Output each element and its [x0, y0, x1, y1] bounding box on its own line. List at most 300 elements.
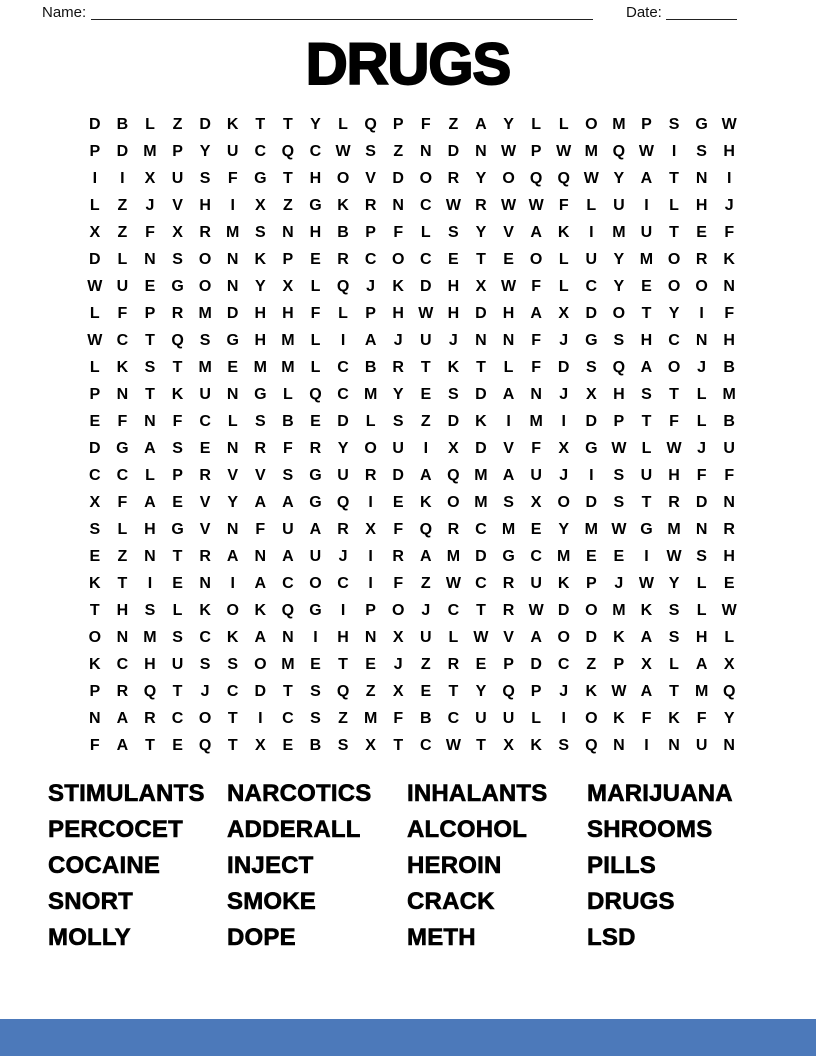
- grid-letter: Z: [338, 709, 348, 727]
- grid-letter: A: [640, 628, 653, 646]
- grid-letter: C: [337, 385, 349, 403]
- grid-letter: W: [528, 196, 544, 214]
- grid-letter: H: [309, 169, 322, 187]
- grid-letter: F: [393, 223, 404, 241]
- grid-letter: L: [696, 412, 707, 430]
- grid-letter: N: [116, 385, 129, 403]
- grid-letter: E: [310, 412, 321, 430]
- word-list-column: [48, 776, 227, 956]
- grid-letter: E: [282, 736, 294, 754]
- grid-letter: R: [144, 709, 156, 727]
- grid-letter: Q: [336, 493, 350, 511]
- grid-letter: D: [530, 655, 542, 673]
- grid-letter: Z: [420, 412, 431, 430]
- grid-letter: O: [557, 493, 570, 511]
- grid-letter: H: [723, 331, 735, 349]
- grid-letter: U: [475, 709, 487, 727]
- grid-letter: X: [641, 655, 652, 673]
- grid-letter: F: [393, 520, 404, 538]
- grid-letter: I: [230, 196, 235, 214]
- grid-letter: K: [613, 628, 625, 646]
- grid-letter: H: [723, 142, 735, 160]
- grid-letter: O: [502, 169, 515, 187]
- grid-letter: D: [89, 439, 101, 457]
- grid-letter: G: [502, 547, 515, 565]
- grid-letter: C: [420, 736, 432, 754]
- grid-letter: G: [171, 520, 184, 538]
- grid-letter: Q: [309, 385, 322, 403]
- grid-letter: T: [172, 682, 183, 700]
- grid-letter: Y: [392, 385, 404, 403]
- grid-letter: K: [613, 709, 625, 727]
- grid-letter: N: [116, 628, 129, 646]
- grid-letter: H: [144, 655, 156, 673]
- grid-letter: L: [338, 115, 348, 133]
- grid-letter: U: [171, 655, 184, 673]
- grid-letter: N: [723, 736, 735, 754]
- grid-letter: I: [644, 196, 649, 214]
- grid-letter: F: [531, 331, 541, 349]
- grid-letter: E: [365, 655, 376, 673]
- grid-letter: C: [668, 331, 680, 349]
- grid-letter: M: [198, 304, 212, 322]
- grid-letter: L: [338, 304, 348, 322]
- grid-letter: K: [337, 196, 349, 214]
- grid-letter: H: [254, 331, 267, 349]
- grid-letter: V: [365, 169, 376, 187]
- grid-letter: W: [721, 601, 737, 619]
- grid-letter: S: [254, 412, 266, 430]
- grid-letter: O: [336, 169, 350, 187]
- grid-letter: U: [613, 196, 625, 214]
- grid-letter: W: [445, 736, 461, 754]
- grid-letter: G: [309, 601, 322, 619]
- grid-letter: Q: [529, 169, 543, 187]
- grid-letter: D: [585, 628, 598, 646]
- word-list-item: PILLS: [587, 852, 657, 879]
- word-list-item: MARIJUANA: [587, 780, 733, 807]
- grid-letter: W: [721, 115, 737, 133]
- grid-letter: B: [364, 358, 377, 376]
- grid-letter: L: [669, 655, 679, 673]
- grid-letter: U: [695, 736, 708, 754]
- grid-letter: C: [585, 277, 598, 295]
- grid-letter: P: [365, 601, 376, 619]
- grid-letter: F: [724, 304, 735, 322]
- grid-letter: Z: [282, 196, 293, 214]
- grid-letter: N: [144, 250, 156, 268]
- grid-letter: S: [337, 736, 349, 754]
- grid-letter: S: [172, 250, 183, 268]
- grid-letter: R: [447, 655, 460, 673]
- grid-letter: C: [116, 655, 129, 673]
- grid-letter: U: [530, 466, 542, 484]
- word-list-item: METH: [407, 924, 476, 951]
- word-list-item: STIMULANTS: [48, 780, 205, 807]
- grid-letter: X: [503, 736, 514, 754]
- grid-letter: S: [613, 331, 625, 349]
- grid-letter: L: [145, 115, 155, 133]
- grid-letter: I: [120, 169, 125, 187]
- grid-letter: X: [172, 223, 183, 241]
- grid-letter: W: [556, 142, 572, 160]
- grid-letter: E: [696, 223, 707, 241]
- grid-letter: P: [144, 304, 156, 322]
- grid-letter: R: [392, 358, 404, 376]
- grid-letter: F: [696, 709, 707, 727]
- grid-letter: H: [309, 223, 322, 241]
- grid-letter: D: [475, 439, 487, 457]
- grid-letter: E: [89, 412, 101, 430]
- grid-letter: V: [172, 196, 183, 214]
- grid-letter: I: [644, 736, 649, 754]
- word-list-column: [227, 776, 407, 956]
- grid-letter: S: [227, 655, 239, 673]
- grid-letter: P: [89, 682, 101, 700]
- grid-letter: T: [476, 250, 486, 268]
- grid-letter: E: [172, 574, 183, 592]
- grid-letter: H: [695, 196, 708, 214]
- grid-letter: B: [337, 223, 349, 241]
- grid-letter: W: [473, 628, 489, 646]
- grid-letter: I: [340, 601, 346, 619]
- name-blank-line: [91, 2, 593, 20]
- grid-letter: M: [474, 466, 488, 484]
- grid-letter: I: [368, 493, 373, 511]
- grid-letter: E: [144, 277, 156, 295]
- grid-letter: M: [584, 142, 598, 160]
- grid-letter: M: [281, 655, 295, 673]
- grid-letter: K: [254, 601, 267, 619]
- grid-letter: K: [226, 115, 239, 133]
- grid-letter: G: [254, 169, 267, 187]
- grid-letter: L: [724, 628, 735, 646]
- grid-letter: U: [171, 169, 184, 187]
- grid-letter: D: [392, 169, 404, 187]
- grid-letter: S: [199, 331, 211, 349]
- grid-letter: F: [531, 277, 541, 295]
- grid-letter: T: [145, 736, 155, 754]
- grid-letter: N: [226, 385, 239, 403]
- grid-letter: L: [641, 439, 652, 457]
- grid-letter: D: [585, 493, 598, 511]
- grid-letter: T: [476, 358, 486, 376]
- grid-letter: Z: [365, 682, 376, 700]
- grid-letter: D: [447, 142, 460, 160]
- grid-letter: C: [226, 682, 239, 700]
- grid-letter: G: [309, 196, 322, 214]
- grid-letter: I: [92, 169, 98, 187]
- grid-letter: P: [392, 115, 404, 133]
- grid-letter: E: [530, 520, 542, 538]
- grid-letter: T: [117, 574, 128, 592]
- grid-letter: U: [116, 277, 129, 295]
- word-list-item: ADDERALL: [227, 816, 361, 843]
- grid-letter: J: [338, 547, 348, 565]
- grid-letter: I: [506, 412, 511, 430]
- grid-letter: P: [530, 142, 542, 160]
- grid-letter: E: [172, 493, 183, 511]
- grid-letter: D: [475, 385, 487, 403]
- grid-letter: X: [475, 277, 487, 295]
- grid-letter: B: [420, 709, 432, 727]
- grid-letter: R: [668, 493, 680, 511]
- grid-letter: G: [171, 277, 184, 295]
- grid-letter: U: [392, 439, 404, 457]
- grid-letter: N: [226, 277, 239, 295]
- grid-letter: Q: [171, 331, 184, 349]
- grid-letter: F: [696, 466, 707, 484]
- grid-letter: D: [199, 115, 211, 133]
- grid-letter: P: [172, 466, 183, 484]
- grid-letter: Y: [227, 493, 239, 511]
- grid-letter: L: [558, 115, 569, 133]
- grid-letter: M: [281, 331, 295, 349]
- grid-letter: O: [391, 601, 405, 619]
- grid-letter: X: [723, 655, 735, 673]
- grid-letter: M: [226, 223, 240, 241]
- grid-letter: T: [145, 385, 155, 403]
- grid-letter: K: [557, 574, 570, 592]
- grid-letter: W: [638, 574, 654, 592]
- grid-letter: W: [666, 439, 682, 457]
- grid-letter: M: [722, 385, 736, 403]
- grid-letter: S: [558, 736, 570, 754]
- grid-letter: H: [668, 466, 680, 484]
- grid-letter: H: [723, 547, 735, 565]
- grid-letter: N: [695, 331, 708, 349]
- grid-letter: K: [199, 601, 211, 619]
- grid-letter: F: [393, 574, 404, 592]
- grid-letter: A: [640, 682, 653, 700]
- grid-letter: D: [254, 682, 267, 700]
- grid-letter: F: [117, 412, 128, 430]
- grid-letter: Z: [420, 574, 431, 592]
- grid-letter: J: [559, 682, 569, 700]
- grid-letter: D: [585, 412, 598, 430]
- grid-letter: E: [475, 655, 487, 673]
- grid-letter: O: [695, 277, 708, 295]
- grid-letter: T: [641, 493, 652, 511]
- grid-letter: Y: [613, 277, 625, 295]
- grid-letter: C: [420, 196, 432, 214]
- grid-letter: R: [199, 223, 211, 241]
- grid-letter: Q: [336, 682, 350, 700]
- grid-letter: J: [145, 196, 155, 214]
- grid-letter: O: [391, 250, 405, 268]
- grid-letter: B: [309, 736, 322, 754]
- grid-letter: N: [502, 331, 515, 349]
- grid-letter: T: [641, 412, 652, 430]
- grid-letter: Z: [117, 196, 128, 214]
- grid-letter: R: [199, 466, 211, 484]
- grid-letter: L: [503, 358, 514, 376]
- grid-letter: F: [255, 520, 266, 538]
- grid-letter: D: [475, 547, 487, 565]
- grid-letter: W: [500, 142, 517, 160]
- grid-letter: N: [668, 736, 680, 754]
- grid-letter: S: [613, 493, 625, 511]
- grid-letter: T: [227, 709, 238, 727]
- grid-letter: F: [117, 493, 128, 511]
- grid-letter: E: [310, 250, 321, 268]
- puzzle-title: DRUGS: [305, 32, 511, 97]
- grid-letter: D: [89, 250, 101, 268]
- date-label: Date:: [626, 4, 662, 21]
- grid-letter: K: [530, 736, 542, 754]
- grid-letter: C: [337, 358, 349, 376]
- grid-letter: G: [695, 115, 708, 133]
- grid-letter: R: [337, 520, 349, 538]
- grid-letter: T: [255, 115, 266, 133]
- grid-letter: Y: [668, 574, 680, 592]
- grid-letter: B: [723, 412, 735, 430]
- grid-letter: R: [447, 169, 460, 187]
- grid-letter: S: [641, 385, 652, 403]
- grid-letter: N: [364, 628, 377, 646]
- grid-letter: O: [198, 277, 212, 295]
- grid-letter: L: [310, 331, 321, 349]
- grid-letter: E: [613, 547, 625, 565]
- grid-letter: N: [144, 412, 156, 430]
- grid-letter: X: [585, 385, 597, 403]
- grid-letter: T: [448, 682, 459, 700]
- grid-letter: F: [724, 466, 735, 484]
- grid-letter: K: [226, 628, 239, 646]
- grid-letter: C: [364, 250, 377, 268]
- grid-letter: C: [116, 466, 129, 484]
- grid-letter: P: [282, 250, 294, 268]
- grid-letter: F: [724, 223, 735, 241]
- word-list-item: MOLLY: [48, 924, 131, 951]
- grid-letter: K: [171, 385, 184, 403]
- grid-letter: T: [282, 169, 293, 187]
- word-list-item: NARCOTICS: [227, 780, 372, 807]
- grid-letter: J: [366, 277, 376, 295]
- grid-letter: U: [640, 223, 653, 241]
- grid-letter: Z: [393, 142, 404, 160]
- grid-letter: R: [364, 196, 377, 214]
- grid-letter: C: [282, 709, 294, 727]
- grid-letter: W: [583, 169, 599, 187]
- grid-letter: F: [282, 439, 293, 457]
- grid-letter: U: [640, 466, 653, 484]
- grid-letter: L: [696, 574, 707, 592]
- grid-letter: U: [226, 142, 239, 160]
- grid-letter: M: [363, 709, 378, 727]
- grid-letter: X: [144, 169, 156, 187]
- grid-letter: N: [475, 331, 487, 349]
- grid-letter: S: [310, 682, 321, 700]
- grid-letter: A: [530, 304, 542, 322]
- name-label: Name:: [42, 4, 87, 21]
- grid-letter: U: [282, 520, 294, 538]
- grid-letter: P: [613, 655, 625, 673]
- grid-letter: Q: [281, 142, 295, 160]
- grid-letter: T: [145, 331, 155, 349]
- grid-letter: A: [475, 115, 487, 133]
- grid-letter: A: [144, 439, 156, 457]
- grid-letter: L: [696, 601, 707, 619]
- grid-letter: Q: [612, 358, 626, 376]
- grid-letter: E: [420, 682, 432, 700]
- grid-letter: C: [282, 574, 294, 592]
- grid-letter: F: [669, 412, 679, 430]
- grid-letter: N: [530, 385, 542, 403]
- grid-letter: F: [531, 358, 541, 376]
- grid-letter: F: [558, 196, 569, 214]
- grid-letter: U: [530, 574, 542, 592]
- grid-letter: M: [198, 358, 212, 376]
- grid-letter: M: [474, 493, 488, 511]
- grid-letter: I: [423, 439, 429, 457]
- word-list-item: HEROIN: [407, 852, 502, 879]
- grid-letter: F: [641, 709, 652, 727]
- grid-letter: N: [392, 196, 404, 214]
- grid-letter: M: [612, 223, 626, 241]
- grid-letter: O: [557, 628, 570, 646]
- grid-letter: P: [172, 142, 183, 160]
- grid-letter: A: [502, 385, 515, 403]
- grid-letter: L: [117, 520, 128, 538]
- grid-letter: K: [668, 709, 680, 727]
- grid-letter: P: [89, 142, 101, 160]
- grid-letter: B: [723, 358, 735, 376]
- grid-letter: I: [589, 223, 594, 241]
- grid-letter: H: [116, 601, 129, 619]
- grid-letter: S: [503, 493, 514, 511]
- grid-letter: F: [172, 412, 183, 430]
- grid-letter: X: [392, 628, 404, 646]
- grid-letter: K: [392, 277, 404, 295]
- grid-letter: W: [445, 196, 461, 214]
- grid-letter: A: [254, 628, 267, 646]
- grid-letter: W: [666, 547, 682, 565]
- grid-letter: P: [365, 304, 376, 322]
- grid-letter: D: [475, 304, 487, 322]
- grid-letter: C: [475, 574, 487, 592]
- grid-letter: H: [447, 277, 460, 295]
- grid-letter: J: [724, 196, 734, 214]
- grid-letter: T: [669, 385, 679, 403]
- grid-letter: S: [282, 466, 294, 484]
- grid-letter: U: [420, 628, 432, 646]
- word-list-item: CRACK: [407, 888, 495, 915]
- grid-letter: N: [695, 520, 708, 538]
- grid-letter: L: [365, 412, 376, 430]
- grid-letter: N: [89, 709, 101, 727]
- grid-letter: J: [559, 331, 569, 349]
- grid-letter: R: [392, 547, 404, 565]
- grid-letter: E: [89, 547, 101, 565]
- grid-letter: Q: [502, 682, 515, 700]
- grid-letter: R: [475, 196, 487, 214]
- grid-letter: G: [309, 493, 322, 511]
- grid-letter: G: [254, 385, 267, 403]
- grid-letter: I: [644, 547, 649, 565]
- grid-letter: Y: [199, 142, 211, 160]
- grid-letter: O: [585, 709, 598, 727]
- grid-letter: A: [254, 574, 267, 592]
- grid-letter: N: [282, 628, 294, 646]
- grid-letter: C: [475, 520, 487, 538]
- grid-letter: S: [310, 709, 321, 727]
- grid-letter: I: [368, 547, 373, 565]
- grid-letter: Y: [310, 115, 321, 133]
- grid-letter: T: [172, 547, 183, 565]
- grid-letter: X: [365, 520, 376, 538]
- grid-letter: R: [337, 250, 349, 268]
